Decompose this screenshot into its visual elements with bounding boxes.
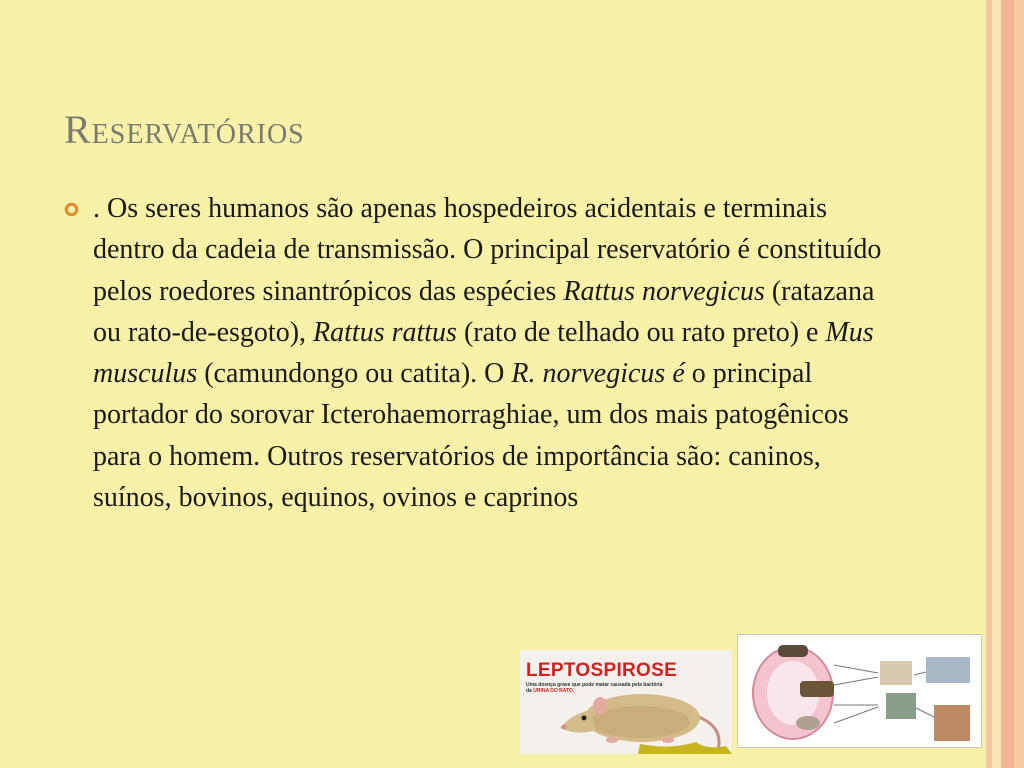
species-name: Rattus rattus (313, 316, 457, 348)
text-run: (ratazana ou rato-de-esgoto), (93, 275, 875, 348)
text-run: (camundongo ou catita). O (197, 358, 512, 390)
edge-stripe (992, 0, 1001, 768)
poster-subtitle-prefix: da (526, 688, 534, 694)
edge-stripe (1014, 0, 1024, 768)
poster-subtitle-line: Uma doença grave que pode matar causada pela bactéria (526, 682, 663, 688)
poster-heading: LEPTOSPIROSE (526, 660, 678, 681)
body-paragraph (93, 188, 883, 518)
species-name: Mus musculus (93, 316, 874, 390)
slide-title: Reservatórios (64, 107, 305, 152)
cycle-illustration (738, 635, 981, 747)
text-run: . Os seres humanos são apenas hospedeiros acidentais e terminais dentro da cadeia de transmissão. O principal reservatório é constituído pelos roedores sinantrópicos das espécies (93, 193, 882, 307)
species-name: R. norvegicus é (511, 358, 685, 390)
text-run: (rato de telhado ou rato preto) e (456, 316, 826, 348)
species-name: Rattus norvegicus (563, 275, 765, 307)
poster-subtitle-emph: URINA DO RATO. (533, 688, 575, 694)
rat-illustration (520, 650, 732, 754)
bullet-ring-icon (64, 202, 79, 217)
edge-stripe (1001, 0, 1014, 768)
transmission-cycle-diagram (737, 634, 982, 748)
text-run: o principal portador do sorovar Icterohaemorraghiae, um dos mais patogênicos para o homem. Outros reservatórios de importância são: caninos, suínos, bovinos, equinos, ovinos e caprinos (93, 358, 849, 514)
leptospirose-poster-image (520, 650, 732, 754)
